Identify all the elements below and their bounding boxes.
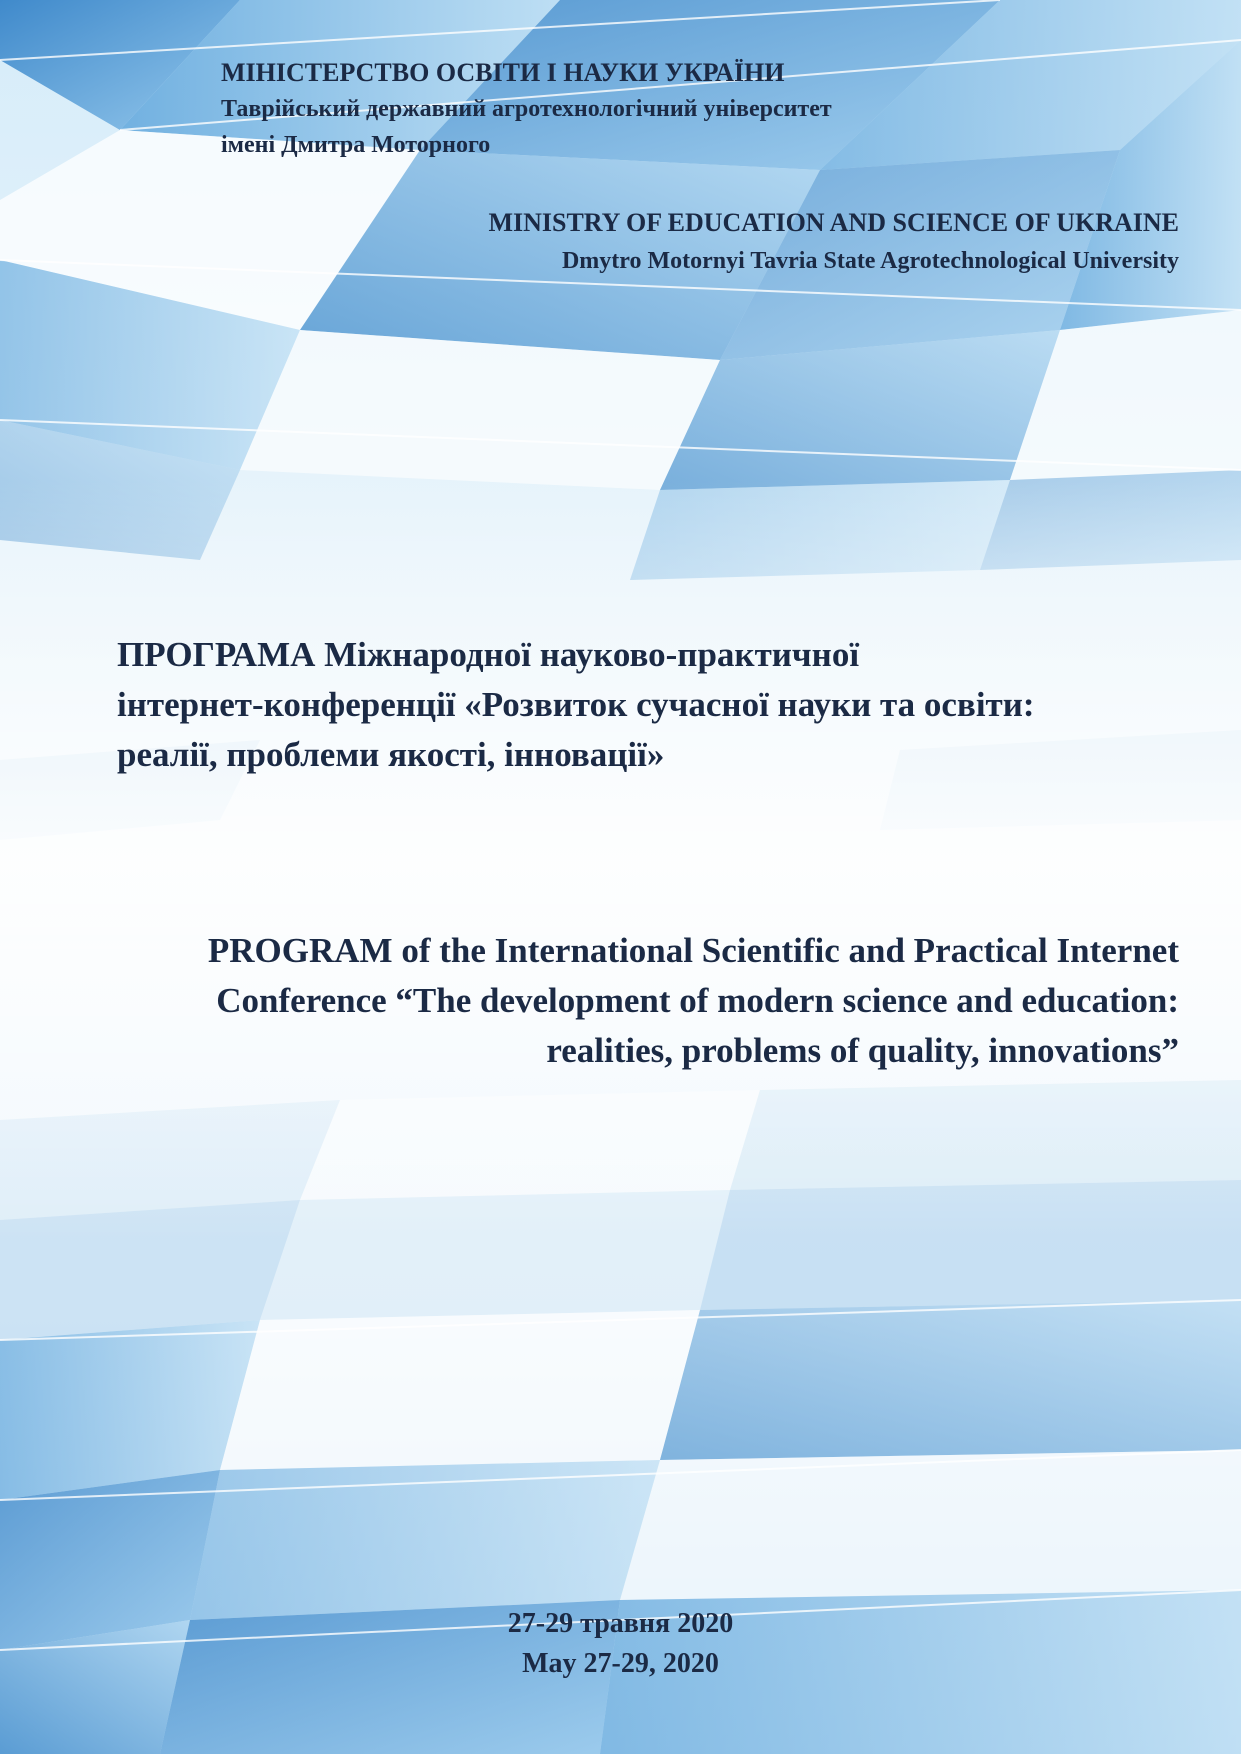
bg-haze bbox=[0, 480, 1241, 1240]
bg-tile bbox=[190, 1460, 660, 1620]
bg-tile bbox=[620, 1450, 1241, 1600]
program-title-en-line3: realities, problems of quality, innovations” bbox=[546, 1031, 1179, 1070]
program-title-en-line2: Conference “The development of modern science and education: bbox=[216, 981, 1179, 1020]
program-title-ua bbox=[117, 630, 1035, 780]
university-ua-line2: імені Дмитра Моторного bbox=[221, 132, 491, 158]
bg-tile bbox=[220, 1310, 700, 1470]
program-title-en-line1: PROGRAM of the International Scientific and Practical Internet bbox=[207, 931, 1179, 970]
program-title-ua-line2: інтернет-конференції «Розвиток сучасної науки та освіти: bbox=[117, 685, 1035, 724]
program-title-ua-line3: реалії, проблеми якості, інновації» bbox=[117, 735, 665, 774]
university-ua-line1: Таврійський державний агротехнологічний університет bbox=[221, 96, 832, 122]
program-title-en bbox=[208, 926, 1179, 1076]
date-en: May 27-29, 2020 bbox=[522, 1648, 719, 1679]
university-en: Dmytro Motornyi Tavria State Agrotechnological University bbox=[561, 248, 1179, 274]
conference-dates bbox=[0, 1604, 1241, 1684]
ministry-ua: МІНІСТЕРСТВО ОСВІТИ І НАУКИ УКРАЇНИ bbox=[221, 58, 785, 87]
date-ua: 27-29 травня 2020 bbox=[507, 1608, 734, 1639]
bg-tile bbox=[660, 1300, 1241, 1460]
ministry-en: MINISTRY OF EDUCATION AND SCIENCE OF UKRAINE bbox=[488, 208, 1179, 237]
program-title-ua-line1: ПРОГРАМА Міжнародної науково-практичної bbox=[117, 635, 860, 674]
